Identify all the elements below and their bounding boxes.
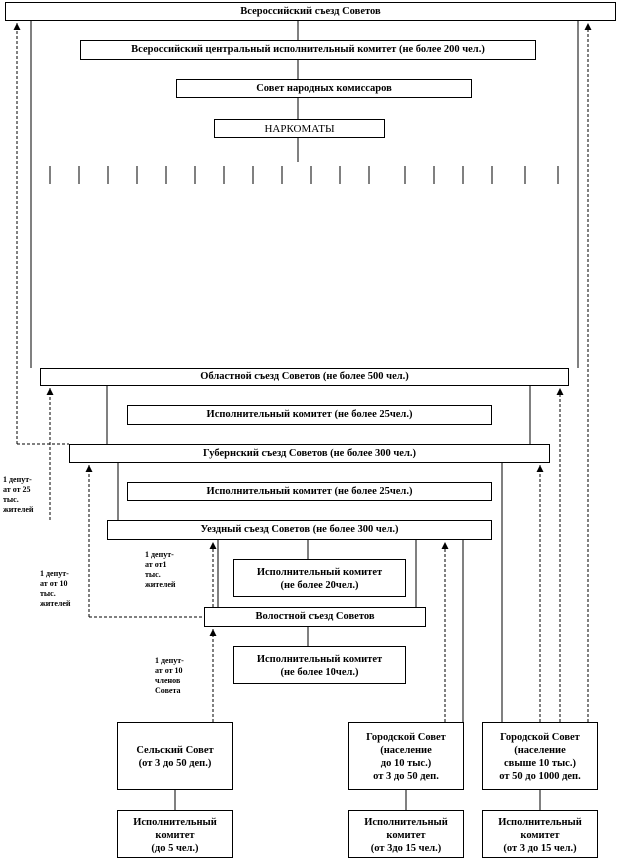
- oblast-congress-box: Областной съезд Советов (не более 500 чел.): [40, 368, 569, 386]
- oblast-exec-committee-box: Исполнительный комитет (не более 25чел.): [127, 405, 492, 425]
- volost-to-gubern-election-line-arrowhead: [86, 465, 93, 472]
- volost-congress-box: Волостной съезд Советов: [204, 607, 426, 627]
- small-town-to-uezd-election-line-arrowhead: [442, 542, 449, 549]
- large-town-to-congress-election-line-arrowhead: [585, 23, 592, 30]
- village-representation-note: 1 депут- ат от 10 членов Совета: [155, 656, 184, 695]
- town-soviet-small-box: Городской Совет (население до 10 тыс.) от 3 до 50 деп.: [348, 722, 464, 790]
- volost-exec-committee-box: Исполнительный комитет (не более 10чел.): [233, 646, 406, 684]
- uezd-congress-box: Уездный съезд Советов (не более 300 чел.): [107, 520, 492, 540]
- town-soviet-large-box: Городской Совет (население свыше 10 тыс.) от 50 до 1000 деп.: [482, 722, 598, 790]
- village-exec-committee-box: Исполнительный комитет (до 5 чел.): [117, 810, 233, 858]
- town-small-exec-committee-box: Исполнительный комитет (от 3до 15 чел.): [348, 810, 464, 858]
- gubern-to-congress-election-line-arrowhead: [14, 23, 21, 30]
- sovnarkom-box: Совет народных комиссаров: [176, 79, 472, 98]
- narkomats-box: НАРКОМАТЫ: [214, 119, 385, 138]
- gubern-exec-committee-box: Исполнительный комитет (не более 25чел.): [127, 482, 492, 501]
- large-town-to-gubern-election-line-arrowhead: [537, 465, 544, 472]
- gubern-congress-box: Губернский съезд Советов (не более 300 чел.): [69, 444, 550, 463]
- uezd-to-oblast-election-line-arrowhead: [47, 388, 54, 395]
- uezd-exec-committee-box: Исполнительный комитет (не более 20чел.): [233, 559, 406, 597]
- vtsik-box: Всероссийский центральный исполнительный комитет (не более 200 чел.): [80, 40, 536, 60]
- large-town-to-oblast-election-line-arrowhead: [557, 388, 564, 395]
- all-russian-congress-box: Всероссийский съезд Советов: [5, 2, 616, 21]
- volost-to-uezd-election-line-arrowhead: [210, 542, 217, 549]
- village-soviet-box: Сельский Совет (от 3 до 50 деп.): [117, 722, 233, 790]
- village-to-volost-election-line-arrowhead: [210, 629, 217, 636]
- gubern-representation-note: 1 депут- ат от 25 тыс. жителей: [3, 475, 34, 514]
- town-large-exec-committee-box: Исполнительный комитет (от 3 до 15 чел.): [482, 810, 598, 858]
- uezd-representation-note: 1 депут- ат от 10 тыс. жителей: [40, 569, 71, 608]
- volost-representation-note: 1 депут- ат от1 тыс. жителей: [145, 550, 176, 589]
